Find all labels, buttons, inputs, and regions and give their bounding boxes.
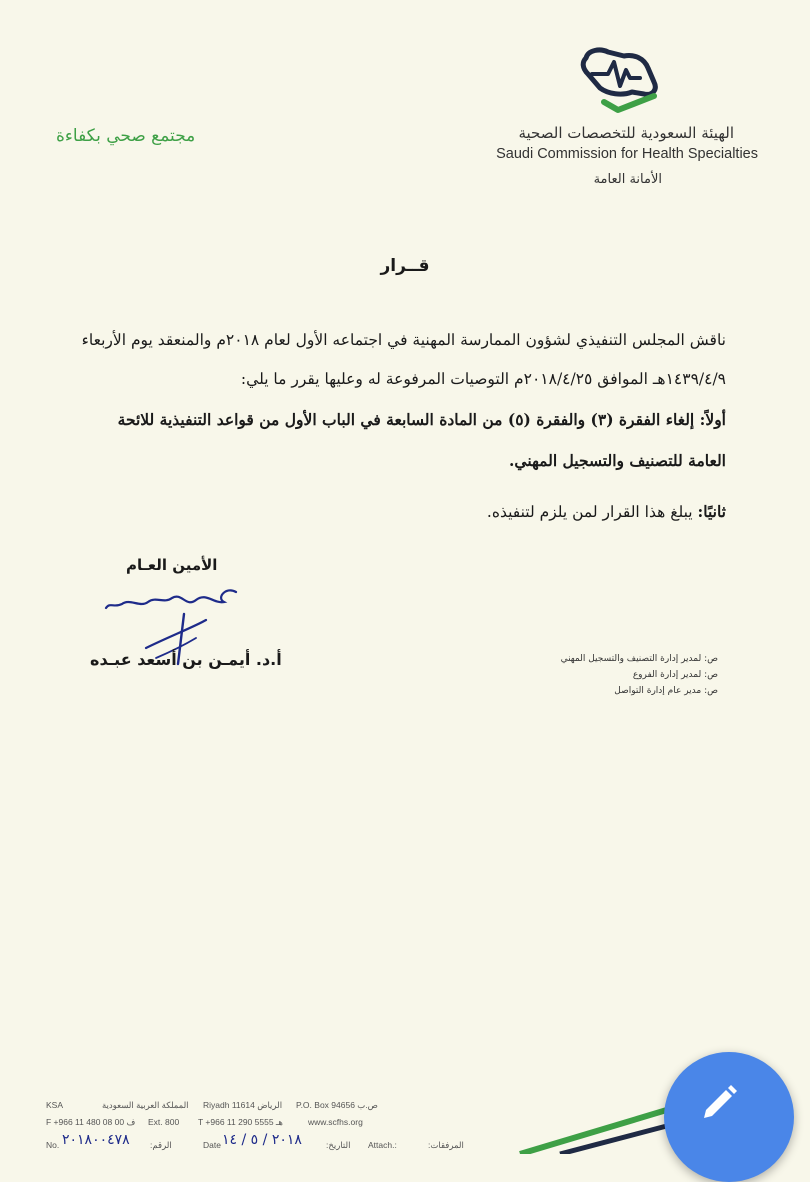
footer-attach-label-ar: المرفقات:	[428, 1140, 464, 1150]
footer-pobox: P.O. Box 94656 ص.ب	[296, 1100, 378, 1110]
slogan: مجتمع صحي بكفاءة	[56, 126, 196, 146]
org-name-english: Saudi Commission for Health Specialties	[496, 146, 758, 162]
decision-item-first-cont: العامة للتصنيف والتسجيل المهني.	[509, 451, 726, 470]
footer-riyadh: Riyadh 11614 الرياض	[203, 1100, 283, 1110]
signatory-name: أ.د. أيمـن بن أسعد عبـده	[90, 650, 282, 669]
decision-title: قــرار	[380, 256, 430, 276]
edit-fab-button[interactable]	[664, 1052, 794, 1182]
signatory-title: الأمين العـام	[126, 556, 218, 574]
cc-item: ص: لمدير إدارة الفروع	[632, 670, 718, 680]
pencil-icon	[696, 1080, 742, 1126]
decision-line-2: ١٤٣٩/٤/٩هـ الموافق ٢٠١٨/٤/٢٥م التوصيات المرفوعة له وعليها يقرر ما يلي:	[240, 370, 726, 388]
item-second-label: ثانيًا:	[697, 502, 726, 521]
footer-no-label: No.	[46, 1140, 60, 1150]
footer-date-label: Date	[203, 1140, 221, 1150]
document-date: ٢٠١٨ / ٥ / ١٤	[222, 1132, 302, 1148]
decision-item-first	[76, 410, 726, 430]
decision-item-second	[76, 502, 726, 522]
footer-ksa-en: KSA	[46, 1100, 64, 1110]
reference-number: ٢٠١٨٠٠٤٧٨	[62, 1132, 130, 1148]
scfhs-logo	[578, 44, 664, 116]
footer-website: www.scfhs.org	[308, 1117, 363, 1127]
footer-ksa-ar: المملكة العربية السعودية	[102, 1100, 189, 1110]
footer-date-label-ar: التاريخ:	[326, 1140, 351, 1150]
cc-item: ص: مدير عام إدارة التواصل	[614, 686, 718, 696]
footer-ext: Ext. 800	[148, 1117, 180, 1127]
decision-line-1: ناقش المجلس التنفيذي لشؤون الممارسة المهنية في اجتماعه الأول لعام ٢٠١٨م والمنعقد يوم الأربعاء	[81, 331, 726, 349]
footer-fax: F +966 11 480 08 00 ف	[46, 1117, 136, 1127]
department-name: الأمانة العامة	[593, 172, 662, 187]
footer-tel: T +966 11 290 5555 هـ	[198, 1117, 283, 1127]
footer-attach-label: Attach.:	[368, 1140, 397, 1150]
cc-item: ص: لمدير إدارة التصنيف والتسجيل المهني	[560, 654, 718, 664]
item-second-text: يبلغ هذا القرار لمن يلزم لتنفيذه.	[486, 503, 698, 521]
org-name-arabic: الهيئة السعودية للتخصصات الصحية	[518, 124, 734, 142]
item-first-label: أولاً:	[699, 410, 726, 429]
footer-number-label-ar: الرقم:	[150, 1140, 172, 1150]
item-first-text: إلغاء الفقرة (٣) والفقرة (٥) من المادة السابعة في الباب الأول من قواعد التنفيذية للائحة	[117, 410, 700, 429]
